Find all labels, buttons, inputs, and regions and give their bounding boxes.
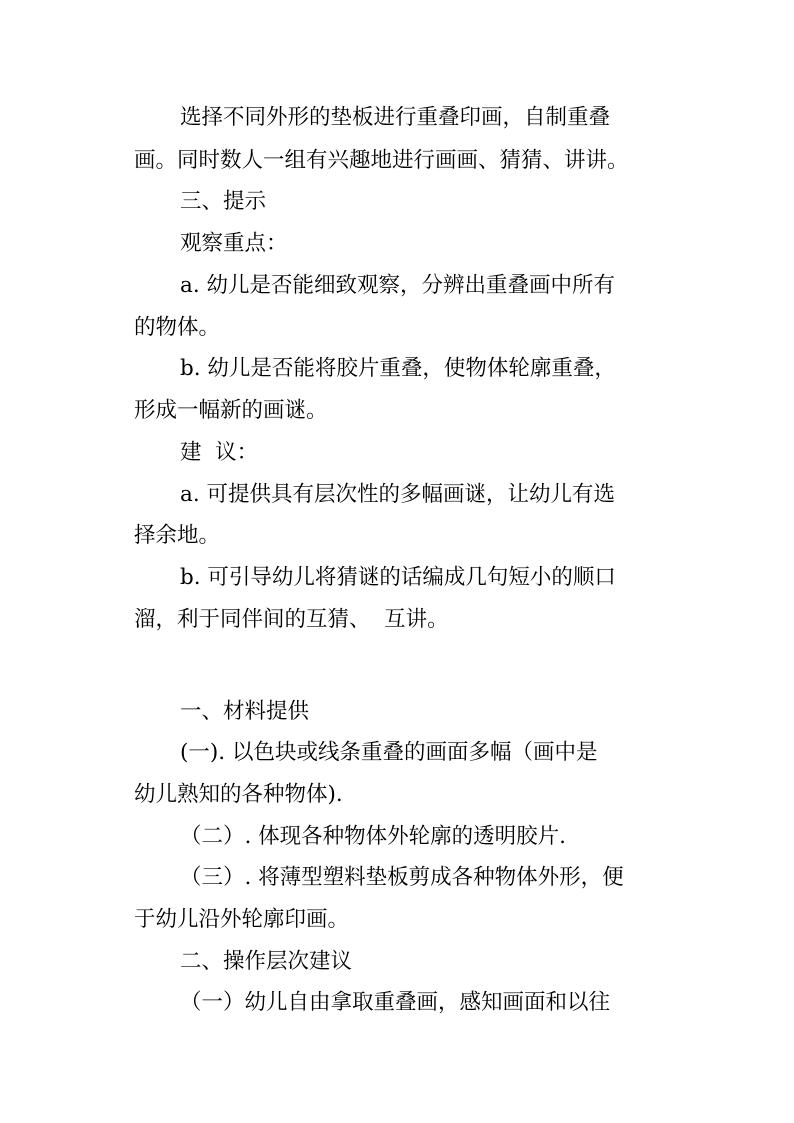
paragraph-line: 画。同时数人一组有兴趣地进行画画、猜猜、讲讲。: [134, 148, 629, 173]
paragraph-line: a. 可提供具有层次性的多幅画谜，让幼儿有选: [180, 482, 615, 507]
paragraph-line: b. 幼儿是否能将胶片重叠，使物体轮廓重叠，: [180, 356, 616, 381]
subheading: 建 议：: [180, 440, 259, 465]
paragraph-line: 幼儿熟知的各种物体).: [134, 782, 343, 807]
section-heading: 三、提示: [180, 189, 267, 214]
paragraph-line: 于幼儿沿外轮廓印画。: [134, 907, 350, 932]
paragraph-line: a. 幼儿是否能细致观察，分辨出重叠画中所有: [180, 273, 615, 298]
paragraph-line: （三）. 将薄型塑料垫板剪成各种物体外形，便: [180, 865, 624, 890]
paragraph-line: 的物体。: [134, 315, 221, 340]
paragraph-line: 择余地。: [134, 523, 221, 548]
paragraph-line: （二）. 体现各种物体外轮廓的透明胶片.: [180, 824, 567, 849]
subheading: 观察重点：: [180, 231, 288, 256]
paragraph-line: 形成一幅新的画谜。: [134, 398, 328, 423]
section-heading: 一、材料提供: [180, 699, 310, 724]
paragraph-line: b. 可引导幼儿将猜谜的话编成几句短小的顺口: [180, 565, 616, 590]
paragraph-line: （一）幼儿自由拿取重叠画，感知画面和以往: [180, 990, 611, 1015]
paragraph-line: (一). 以色块或线条重叠的画面多幅（画中是: [180, 740, 598, 765]
section-heading: 二、操作层次建议: [180, 949, 353, 974]
paragraph-line: 溜，利于同伴间的互猜、 互讲。: [134, 607, 449, 632]
paragraph-line: 选择不同外形的垫板进行重叠印画，自制重叠: [180, 105, 611, 130]
